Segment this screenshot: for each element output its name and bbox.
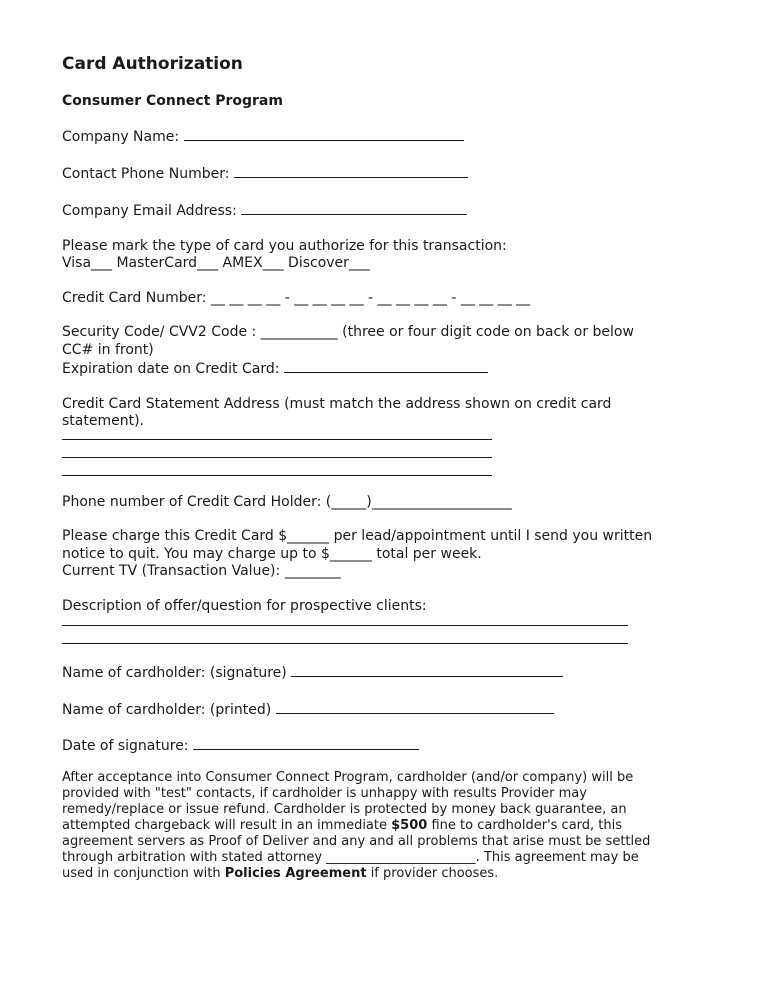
signature-label: Name of cardholder: (signature) <box>62 665 292 681</box>
security-code-line2: CC# in front) <box>62 341 154 358</box>
legal-line: agreement servers as Proof of Deliver and any and all problems that arise must be settled <box>62 833 651 849</box>
expiration-field[interactable] <box>284 359 488 373</box>
legal-line: remedy/replace or issue refund. Cardholder is protected by money back guarantee, an <box>62 801 627 817</box>
address-line-2[interactable] <box>62 457 492 458</box>
expiration-row <box>62 359 712 379</box>
security-code-line1[interactable]: Security Code/ CVV2 Code : ___________ (three or four digit code on back or below <box>62 324 634 340</box>
policies-agreement: Policies Agreement <box>224 865 367 881</box>
signature-row <box>62 663 712 683</box>
charge-line2[interactable]: notice to quit. You may charge up to $______ total per week. <box>62 545 482 562</box>
page-title: Card Authorization <box>62 54 243 74</box>
company-email-row <box>62 201 712 221</box>
statement-address-line2: statement). <box>62 413 144 429</box>
company-email-field[interactable] <box>241 201 467 215</box>
credit-card-number[interactable]: Credit Card Number: __ __ __ __ - __ __ __ __ - __ __ __ __ - __ __ __ __ <box>62 289 531 306</box>
description-line-2[interactable] <box>62 643 628 644</box>
address-line-3[interactable] <box>62 475 492 476</box>
expiration-label: Expiration date on Credit Card: <box>62 361 284 377</box>
printed-name-row <box>62 700 712 720</box>
description-label: Description of offer/question for prospective clients: <box>62 597 427 614</box>
legal-text: fine to cardholder's card, this <box>427 817 623 833</box>
legal-line <box>62 818 712 834</box>
legal-line <box>62 866 712 882</box>
legal-text: if provider chooses. <box>366 865 499 881</box>
description-line-1[interactable] <box>62 625 628 626</box>
company-name-row <box>62 127 712 147</box>
program-subtitle: Consumer Connect Program <box>62 93 283 109</box>
statement-address-line1: Credit Card Statement Address (must match the address shown on credit card <box>62 395 612 412</box>
printed-name-label: Name of cardholder: (printed) <box>62 701 276 718</box>
legal-line: After acceptance into Consumer Connect Program, cardholder (and/or company) will be <box>62 769 634 785</box>
contact-phone-label: Contact Phone Number: <box>62 165 234 182</box>
legal-text: used in conjunction with <box>62 865 225 881</box>
contact-phone-field[interactable] <box>234 164 468 178</box>
signature-field[interactable] <box>291 663 563 677</box>
authorization-form <box>62 52 712 882</box>
company-name-label: Company Name: <box>62 129 184 145</box>
legal-line: provided with "test" contacts, if cardholder is unhappy with results Provider may <box>62 785 587 801</box>
signature-date-field[interactable] <box>193 736 419 750</box>
fine-amount: $500 <box>391 817 428 833</box>
address-line-1[interactable] <box>62 439 492 440</box>
legal-paragraph <box>62 770 712 882</box>
company-email-label: Company Email Address: <box>62 203 242 219</box>
legal-text: attempted chargeback will result in an immediate <box>62 817 392 833</box>
charge-line3[interactable]: Current TV (Transaction Value): ________ <box>62 563 341 579</box>
printed-name-field[interactable] <box>276 700 554 714</box>
holder-phone[interactable]: Phone number of Credit Card Holder: (_____)____________________ <box>62 493 512 510</box>
charge-line1[interactable]: Please charge this Credit Card $______ per lead/appointment until I send you written <box>62 528 653 544</box>
card-type-options[interactable]: Visa___ MasterCard___ AMEX___ Discover___ <box>62 255 370 271</box>
company-name-field[interactable] <box>184 127 464 141</box>
contact-phone-row <box>62 164 712 184</box>
card-type-prompt: Please mark the type of card you authorize for this transaction: <box>62 237 507 254</box>
signature-date-label: Date of signature: <box>62 738 193 754</box>
legal-line-attorney[interactable]: through arbitration with stated attorney _______________________. This agreement may be <box>62 849 639 865</box>
signature-date-row <box>62 736 712 756</box>
